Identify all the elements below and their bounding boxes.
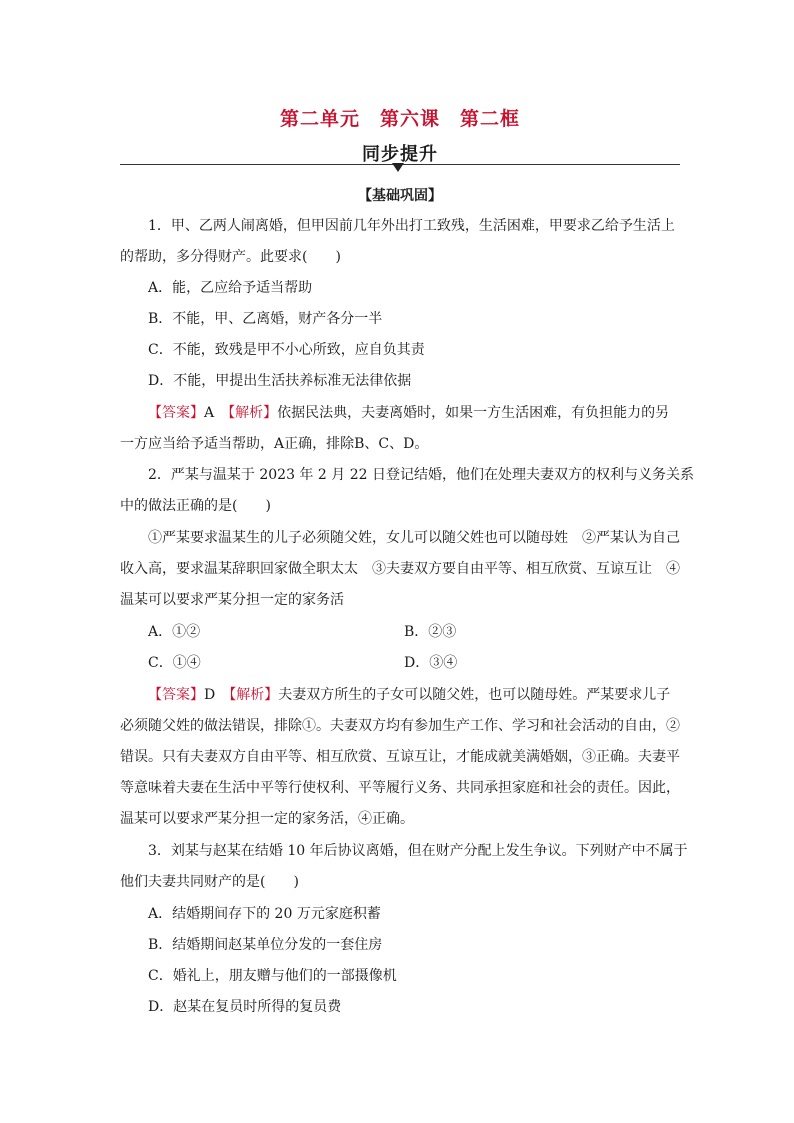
answer-tag: 【答案】 bbox=[148, 405, 204, 421]
analysis-text: 夫妻双方所生的子女可以随父姓，也可以随母姓。严某要求儿子 bbox=[278, 687, 671, 703]
question-3-option-d: D．赵某在复员时所得的复员费 bbox=[148, 999, 342, 1015]
question-3-option-a: A．结婚期间存下的 20 万元家庭积蓄 bbox=[148, 906, 381, 922]
question-1-option-b: B．不能，甲、乙离婚，财产各分一半 bbox=[148, 311, 383, 327]
question-3-option-b: B．结婚期间赵某单位分发的一套住房 bbox=[148, 937, 383, 953]
answer-value: D bbox=[204, 687, 230, 703]
question-3-stem-line-2: 他们夫妻共同财产的是( ) bbox=[120, 874, 299, 890]
question-1-analysis-line-2: 一方应当给予适当帮助，A正确，排除B、C、D。 bbox=[120, 436, 429, 452]
question-1-stem-line-1: 1．甲、乙两人闹离婚，但甲因前几年外出打工致残，生活困难，甲要求乙给予生活上 bbox=[148, 218, 675, 234]
question-2-analysis-line-2: 必须随父姓的做法错误，排除①。夫妻双方均有参加生产工作、学习和社会活动的自由，② bbox=[120, 718, 680, 734]
question-2-option-a: A．①② bbox=[148, 624, 201, 640]
answer-tag: 【答案】 bbox=[148, 687, 204, 703]
question-2-items-line-3: 温某可以要求严某分担一定的家务活 bbox=[120, 592, 344, 608]
analysis-tag: 【解析】 bbox=[228, 405, 278, 421]
question-1-option-c: C．不能，致残是甲不小心所致，应自负其责 bbox=[148, 342, 425, 358]
answer-value: A bbox=[204, 405, 229, 421]
question-1-option-d: D．不能，甲提出生活扶养标准无法律依据 bbox=[148, 373, 412, 389]
question-3-option-c: C．婚礼上，朋友赠与他们的一部摄像机 bbox=[148, 968, 397, 984]
question-2-analysis-line-4: 等意味着夫妻在生活中平等行使权利、平等履行义务、共同承担家庭和社会的责任。因此， bbox=[120, 780, 680, 796]
question-2-items-line-2: 收入高，要求温某辞职回家做全职太太 ③夫妻双方要自由平等、相互欣赏、互谅互让 ④ bbox=[120, 561, 680, 577]
question-2-items-line-1: ①严某要求温某生的儿子必须随父姓，女儿可以随父姓也可以随母姓 ②严某认为自己 bbox=[148, 530, 680, 546]
section-heading: 【基础巩固】 bbox=[358, 188, 442, 204]
question-2-analysis-line-5: 温某可以要求严某分担一定的家务活，④正确。 bbox=[120, 811, 414, 827]
divider-arrow-icon bbox=[392, 163, 404, 172]
question-2-analysis-line-3: 错误。只有夫妻双方自由平等、相互欣赏、互谅互让，才能成就美满婚姻，③正确。夫妻平 bbox=[120, 749, 680, 765]
question-1-option-a: A．能，乙应给予适当帮助 bbox=[148, 280, 313, 296]
question-3-stem-line-1: 3．刘某与赵某在结婚 10 年后协议离婚，但在财产分配上发生争议。下列财产中不属于 bbox=[148, 843, 688, 859]
lesson-subtitle: 同步提升 bbox=[362, 144, 438, 165]
question-2-option-b: B．②③ bbox=[404, 624, 457, 640]
question-1-stem-line-2: 的帮助，多分得财产。此要求( ) bbox=[120, 249, 341, 265]
analysis-text: 依据民法典，夫妻离婚时，如果一方生活困难，有负担能力的另 bbox=[277, 405, 670, 421]
question-2-option-c: C．①④ bbox=[148, 655, 201, 671]
question-2-stem-line-2: 中的做法正确的是( ) bbox=[120, 498, 271, 514]
question-2-option-d: D．③④ bbox=[404, 655, 458, 671]
question-2-stem-line-1: 2．严某与温某于 2023 年 2 月 22 日登记结婚，他们在处理夫妻双方的权利与义务关系 bbox=[148, 467, 694, 483]
question-1-answer-line-1 bbox=[148, 403, 669, 423]
question-2-answer-line-1 bbox=[148, 685, 670, 705]
lesson-title: 第二单元 第六课 第二框 bbox=[279, 108, 520, 130]
analysis-tag: 【解析】 bbox=[229, 687, 279, 703]
